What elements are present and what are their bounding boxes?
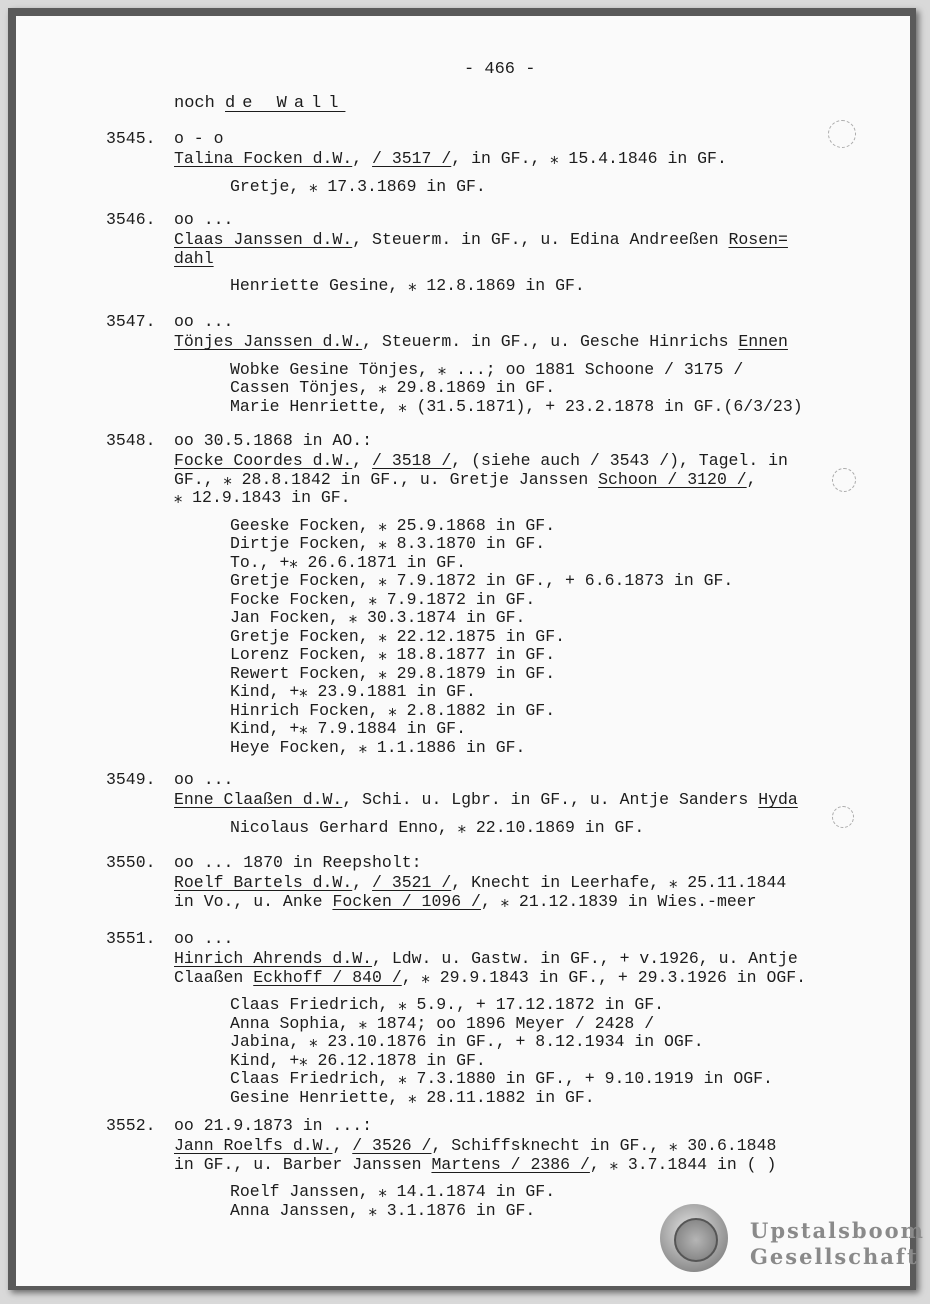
person-line	[174, 250, 214, 269]
child-line: Lorenz Focken, ⁎ 18.8.1877 in GF.	[230, 645, 556, 664]
page-number: - 466 -	[464, 60, 536, 79]
text-segment: in Vo., u. Anke	[174, 891, 333, 911]
entry-number: 3545.	[106, 129, 156, 148]
watermark-logo	[660, 1204, 925, 1276]
text-segment: , Knecht in Leerhafe, ⁎ 25.11.1844	[451, 873, 787, 892]
underlined-text: Eckhoff / 840 /	[253, 967, 402, 987]
text-segment: , ⁎ 3.7.1844 in ( )	[589, 1154, 777, 1174]
text-segment: , Schi. u. Lgbr. in GF., u. Antje Sanders	[342, 790, 759, 809]
entry-number: 3552.	[106, 1116, 156, 1135]
marriage-info: oo 21.9.1873 in ...:	[174, 1116, 373, 1135]
underlined-text: / 3526 /	[352, 1136, 432, 1155]
child-line: Kind, +⁎ 23.9.1881 in GF.	[230, 682, 476, 701]
underlined-text: Hyda	[758, 790, 798, 809]
child-line: Gretje Focken, ⁎ 7.9.1872 in GF., + 6.6.1873 in GF.	[230, 571, 734, 590]
child-line: Gretje, ⁎ 17.3.1869 in GF.	[230, 176, 486, 196]
underlined-text: dahl	[174, 248, 214, 268]
person-line	[174, 471, 757, 490]
text-segment: ,	[352, 451, 373, 470]
child-line: Claas Friedrich, ⁎ 7.3.1880 in GF., + 9.10.1919 in OGF.	[230, 1069, 773, 1088]
marriage-info: oo 30.5.1868 in AO.:	[174, 431, 373, 450]
underlined-text: / 3517 /	[372, 149, 452, 168]
text-segment: , ⁎ 29.9.1843 in GF., + 29.3.1926 in OGF.	[401, 967, 807, 987]
text-segment: ⁎ 12.9.1843 in GF.	[174, 488, 351, 507]
child-line: Marie Henriette, ⁎ (31.5.1871), + 23.2.1878 in GF.(6/3/23)	[230, 396, 803, 416]
section-header	[174, 94, 345, 113]
underlined-text: Focke Coordes d.W.	[174, 451, 353, 470]
underlined-text: Tönjes Janssen d.W.	[174, 332, 363, 351]
person-line	[174, 791, 798, 810]
underlined-text: Jann Roelfs d.W.	[174, 1136, 333, 1155]
text-segment: ,	[332, 1136, 353, 1155]
marriage-info: oo ... 1870 in Reepsholt:	[174, 853, 422, 872]
child-line: Anna Sophia, ⁎ 1874; oo 1896 Meyer / 2428 /	[230, 1013, 655, 1033]
person-line	[174, 231, 788, 250]
header-place: de Wall	[225, 94, 346, 113]
underlined-text: Ennen	[738, 332, 788, 351]
underlined-text: Focken / 1096 /	[332, 891, 481, 911]
child-line: Focke Focken, ⁎ 7.9.1872 in GF.	[230, 589, 536, 609]
marriage-info: o - o	[174, 129, 224, 148]
entry-number: 3546.	[106, 210, 156, 229]
entry-number: 3551.	[106, 929, 156, 948]
entry-number: 3548.	[106, 431, 156, 450]
text-segment: GF., ⁎ 28.8.1842 in GF., u. Gretje Janssen	[174, 469, 599, 489]
underlined-text: Martens / 2386 /	[431, 1154, 590, 1174]
marriage-info: oo ...	[174, 312, 234, 331]
entry-number: 3549.	[106, 770, 156, 789]
text-segment: , Steuerm. in GF., u. Gesche Hinrichs	[362, 332, 739, 351]
person-line	[174, 1156, 776, 1175]
punch-hole-mark	[832, 806, 854, 828]
child-line: Nicolaus Gerhard Enno, ⁎ 22.10.1869 in GF.	[230, 817, 645, 837]
child-line: Claas Friedrich, ⁎ 5.9., + 17.12.1872 in GF.	[230, 995, 665, 1014]
marriage-info: oo ...	[174, 210, 234, 229]
person-line	[174, 489, 351, 508]
child-line: Hinrich Focken, ⁎ 2.8.1882 in GF.	[230, 700, 556, 720]
text-segment: ,	[352, 873, 373, 892]
child-line: Dirtje Focken, ⁎ 8.3.1870 in GF.	[230, 534, 546, 553]
child-line: Wobke Gesine Tönjes, ⁎ ...; oo 1881 Schoone / 3175 /	[230, 359, 744, 379]
child-line: Roelf Janssen, ⁎ 14.1.1874 in GF.	[230, 1182, 556, 1201]
text-segment: , in GF., ⁎ 15.4.1846 in GF.	[451, 149, 727, 168]
header-prefix: noch	[174, 94, 215, 113]
underlined-text: / 3518 /	[372, 451, 452, 470]
text-segment: , Steuerm. in GF., u. Edina Andreeßen	[352, 230, 729, 249]
person-line	[174, 874, 786, 893]
watermark-line2: Gesellschaft	[750, 1244, 919, 1269]
person-line	[174, 452, 788, 471]
text-segment: ,	[746, 469, 757, 489]
punch-hole-mark	[832, 468, 856, 492]
person-line	[174, 969, 806, 988]
child-line: Kind, +⁎ 26.12.1878 in GF.	[230, 1050, 486, 1070]
text-segment: ,	[352, 149, 373, 168]
underlined-text: Hinrich Ahrends d.W.	[174, 949, 373, 968]
seal-emblem	[660, 1204, 728, 1272]
child-line: Henriette Gesine, ⁎ 12.8.1869 in GF.	[230, 276, 585, 295]
punch-hole-mark	[828, 120, 856, 148]
person-line	[174, 150, 727, 169]
child-line: Gesine Henriette, ⁎ 28.11.1882 in GF.	[230, 1087, 595, 1107]
underlined-text: Rosen=	[728, 230, 788, 249]
underlined-text: Roelf Bartels d.W.	[174, 873, 353, 892]
child-line: Rewert Focken, ⁎ 29.8.1879 in GF.	[230, 663, 556, 683]
child-line: Gretje Focken, ⁎ 22.12.1875 in GF.	[230, 626, 566, 646]
underlined-text: Talina Focken d.W.	[174, 149, 353, 168]
text-segment: , Ldw. u. Gastw. in GF., + v.1926, u. Antje	[372, 949, 798, 968]
person-line	[174, 1137, 776, 1156]
text-segment: Claaßen	[174, 967, 254, 987]
watermark-line1: Upstalsboom	[750, 1218, 925, 1243]
underlined-text: Enne Claaßen d.W.	[174, 790, 343, 809]
child-line: Jabina, ⁎ 23.10.1876 in GF., + 8.12.1934 in OGF.	[230, 1032, 704, 1051]
person-line	[174, 333, 788, 352]
marriage-info: oo ...	[174, 770, 234, 789]
child-line: Anna Janssen, ⁎ 3.1.1876 in GF.	[230, 1200, 536, 1220]
entry-number: 3550.	[106, 853, 156, 872]
marriage-info: oo ...	[174, 929, 234, 948]
entry-number: 3547.	[106, 312, 156, 331]
text-segment: , ⁎ 21.12.1839 in Wies.-meer	[480, 891, 757, 911]
underlined-text: Claas Janssen d.W.	[174, 230, 353, 249]
person-line	[174, 893, 757, 912]
underlined-text: / 3521 /	[372, 873, 452, 892]
text-segment: in GF., u. Barber Janssen	[174, 1154, 432, 1174]
underlined-text: Schoon / 3120 /	[598, 469, 747, 489]
child-line: Kind, +⁎ 7.9.1884 in GF.	[230, 719, 466, 738]
child-line: Jan Focken, ⁎ 30.3.1874 in GF.	[230, 608, 526, 627]
child-line: Heye Focken, ⁎ 1.1.1886 in GF.	[230, 737, 526, 757]
child-line: Geeske Focken, ⁎ 25.9.1868 in GF.	[230, 515, 556, 535]
text-segment: , (siehe auch / 3543 /), Tagel. in	[451, 451, 788, 470]
child-line: Cassen Tönjes, ⁎ 29.8.1869 in GF.	[230, 378, 556, 397]
text-segment: , Schiffsknecht in GF., ⁎ 30.6.1848	[431, 1136, 777, 1155]
person-line	[174, 950, 798, 969]
child-line: To., +⁎ 26.6.1871 in GF.	[230, 552, 466, 572]
